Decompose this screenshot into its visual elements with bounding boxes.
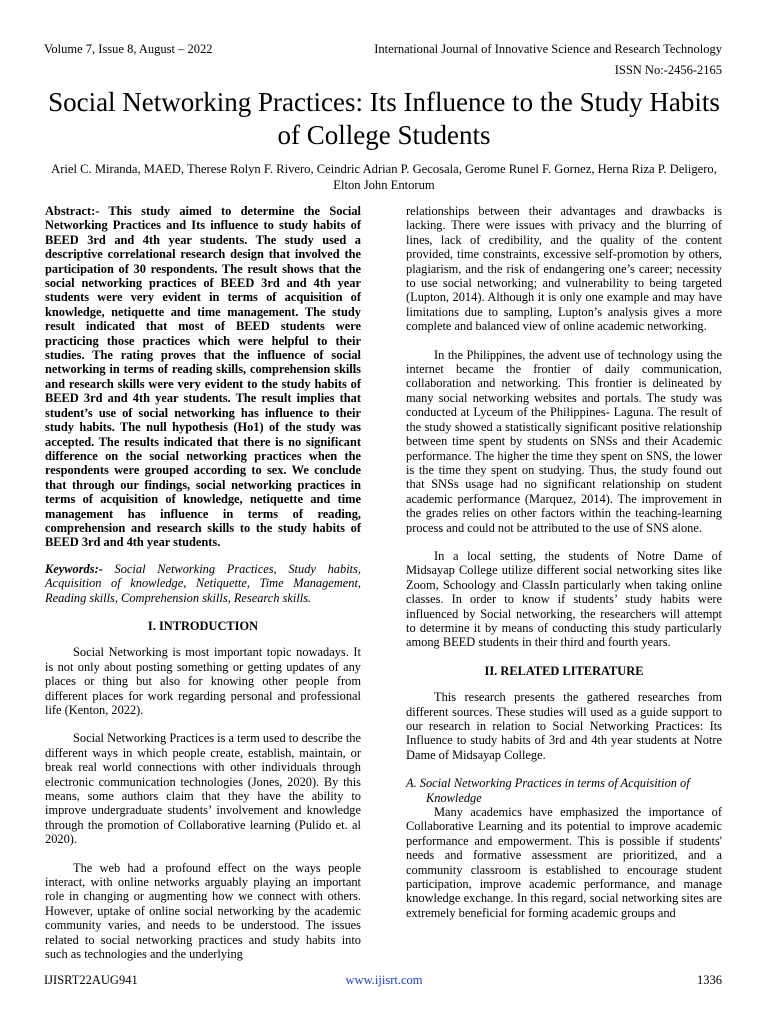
paragraph: Social Networking Practices is a term used to describe the different ways in which people create, establish, maintain, or break real world connections with other individuals through electronic communication technologies (Jones, 2020). By this means, some authors claim that they have the ability to improve undergraduate students’ involvement and knowledge through the promotion of Collaborative learning (Pulido et. al 2020). — [45, 731, 361, 847]
abstract: Abstract:- This study aimed to determine the Social Networking Practices and Its influence to study habits of BEED 3rd and 4th year students. The study used a descriptive correlational research design that involved the participation of 30 respondents. The result shows that the social networking practices of BEED 3rd and 4th year students were very evident in terms of acquisition of knowledge, netiquette and time management. The study result indicated that most of BEED students were practicing those practices which were helpful to their studies. The rating proves that the influence of social networking in terms of reading skills, comprehension skills and research skills were very evident to the study habits of BEED 3rd and 4th year students. The result implies that student’s use of social networking has influence to their study habits. The null hypothesis (Ho1) of the study was accepted. The results indicated that there is no significant difference on the social networking practices when the respondents were grouped according to sex. We conclude that through our findings, social networking practices in terms of acquisition of knowledge, netiquette and time management has influence in terms of reading, comprehension and research skills to the study habits of BEED 3rd and 4th year students. — [45, 204, 361, 550]
keywords-text: Social Networking Practices, Study habits, Acquisition of knowledge, Netiquette, Time Management, Reading skills, Comprehension skills, Research skills. — [45, 561, 361, 605]
journal-name: International Journal of Innovative Science and Research Technology — [374, 42, 722, 56]
paper-title: Social Networking Practices: Its Influence to the Study Habits of College Students — [48, 87, 720, 150]
journal-issn: ISSN No:-2456-2165 — [614, 63, 722, 77]
paragraph: Many academics have emphasized the importance of Collaborative Learning and its potential to improve academic performance and empowerment. This is possible if students' needs and formative assessment are prioritized, and a community classroom is established to encourage student participation, improve academic performance, and manage knowledge exchange. In this regard, social networking sites are extremely beneficial for forming academic groups and — [406, 805, 722, 920]
paragraph: Social Networking is most important topic nowadays. It is not only about posting something or getting updates of any places or thing but also for knowing other people from different places for work regarding personal and professional life (Kenton, 2022). — [45, 645, 361, 717]
author-list: Ariel C. Miranda, MAED, Therese Rolyn F. Rivero, Ceindric Adrian P. Gecosala, Gerome Runel F. Gornez, Herna Riza P. Deligero, Elton John Entorum — [51, 162, 717, 192]
paragraph: relationships between their advantages and drawbacks is lacking. There were issues with privacy and the blurring of lines, lack of credibility, and the quality of the content provided, time constraints, excessive self-promotion by others, plagiarism, and the risk of endangering one’s career; necessity to use social networking; and vulnerability to being targeted (Lupton, 2014). Although it is only one example and may have limitations due to sampling, Lupton’s analysis gives a more complete and balanced view of online academic networking. — [406, 204, 722, 334]
left-column — [45, 204, 361, 962]
article-code: IJISRT22AUG941 — [44, 973, 138, 987]
section-heading-introduction: I. INTRODUCTION — [147, 618, 259, 633]
journal-volume: Volume 7, Issue 8, August – 2022 — [44, 42, 213, 56]
paragraph: In a local setting, the students of Notre Dame of Midsayap College utilize different social networking sites like Zoom, Schoology and ClassIn particularly when taking online classes. In order to know if students’ study habits were influenced by Social networking, the researchers will attempt to determine it by means of conducting this study particularly among BEED students in their third and fourth years. — [406, 548, 722, 650]
paragraph: This research presents the gathered researches from different sources. These studies will used as a guide support to our research in relation to Social Networking Practices: Its Influence to study habits of 3rd and 4th year students at Notre Dame of Midsayap College. — [406, 690, 722, 762]
subsection-heading: A. Social Networking Practices in terms of Acquisition of Knowledge — [406, 776, 690, 805]
page-number: 1336 — [697, 973, 722, 987]
section-heading-related-literature: II. RELATED LITERATURE — [484, 663, 644, 678]
keywords — [45, 562, 361, 605]
paragraph: The web had a profound effect on the ways people interact, with online networks arguably playing an important role in changing or augmenting how we connect with others. However, uptake of online social networking by the academic community varies, and needs to be understood. The issues related to social networking practices and study habits into such as technologies and the underlying — [45, 860, 361, 962]
journal-website-link[interactable]: www.ijisrt.com — [345, 973, 423, 987]
right-column — [406, 204, 722, 920]
keywords-label: Keywords:- — [45, 561, 103, 576]
paragraph: In the Philippines, the advent use of technology using the internet became the frontier of daily communication, collaboration and networking. This frontier is delineated by many social networking websites and portals. The study was conducted at Lyceum of the Philippines- Laguna. The result of the study showed a statistically significant positive relationship between time spent by students on SNSs and their Academic performance. The higher the time they spent on SNS, the lower is the time they spent on studying. Thus, the study found out that SNSs usage had no significant relationship on student academic performance (Marquez, 2014). The improvement in the grades relies on other factors within the teaching-learning process and could not be attributed to the use of SNS alone. — [406, 347, 722, 535]
